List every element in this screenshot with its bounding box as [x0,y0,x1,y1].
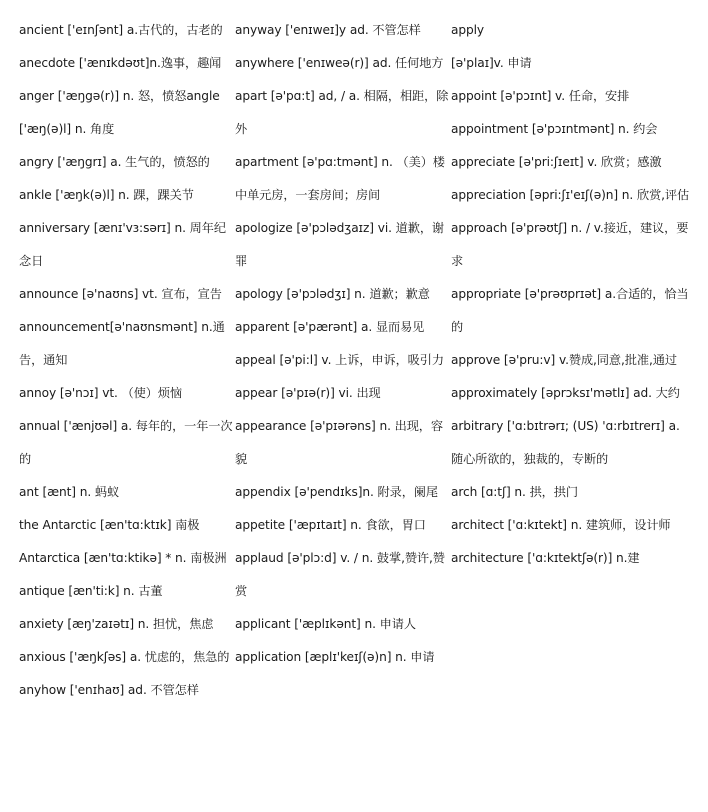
column-1 [19,14,235,707]
entry-anecdote: anecdote ['ænɪkdəʊt]n.逸事，趣闻 [19,56,222,70]
entry-anywhere: anywhere ['enɪweə(r)] ad. 任何地方 [235,56,444,70]
column-3 [451,14,695,707]
entry-antarctica: Antarctica [æn'tɑ:ktikə] * n. 南极洲 [19,551,227,565]
entry-apply-definition: [ə'plaɪ]v. 申请 [451,56,532,70]
entry-anniversary: anniversary [ænɪ'vɜ:sərɪ] n. 周年纪念日 [19,221,226,268]
entry-applicant: applicant ['æplɪkənt] n. 申请人 [235,617,416,631]
entry-apartment: apartment [ə'pɑ:tmənt] n. （美）楼中单元房，一套房间；房间 [235,155,445,202]
entry-architecture: architecture ['ɑ:kɪtektʃə(r)] n.建 [451,551,640,565]
entry-applaud: applaud [ə'plɔ:d] v. / n. 鼓掌,赞许,赞赏 [235,551,445,598]
entry-ancient: ancient ['eɪnʃənt] a.古代的，古老的 [19,23,223,37]
entry-appearance: appearance [ə'pɪərəns] n. 出现，容貌 [235,419,443,466]
entry-appropriate: appropriate [ə'prəʊprɪət] a.合适的，恰当的 [451,287,689,334]
entry-architect: architect ['ɑ:kɪtekt] n. 建筑师，设计师 [451,518,671,532]
entry-approve: approve [ə'pru:v] v.赞成,同意,批准,通过 [451,353,677,367]
entry-the-antarctic: the Antarctic [æn'tɑ:ktɪk] 南极 [19,518,200,532]
entry-appreciate: appreciate [ə'pri:ʃɪeɪt] v. 欣赏；感激 [451,155,662,169]
entry-apparent: apparent [ə'pærənt] a. 显而易见 [235,320,425,334]
entry-arbitrary: arbitrary ['ɑ:bɪtrərɪ; (US) 'ɑ:rbɪtrerɪ] a. 随心所欲的，独裁的，专断的 [451,419,680,466]
entry-annoy: annoy [ə'nɔɪ] vt. （使）烦恼 [19,386,183,400]
entry-appendix: appendix [ə'pendɪks]n. 附录，阑尾 [235,485,438,499]
entry-ant: ant [ænt] n. 蚂蚁 [19,485,120,499]
entry-apologize: apologize [ə'pɔlədʒaɪz] vi. 道歉，谢罪 [235,221,445,268]
entry-anxiety: anxiety [æŋ'zaɪətɪ] n. 担忧，焦虑 [19,617,214,631]
entry-antique: antique [æn'ti:k] n. 古董 [19,584,163,598]
entry-announce: announce [ə'naʊns] vt. 宣布，宣告 [19,287,222,301]
entry-apart: apart [ə'pɑ:t] ad, / a. 相隔，相距，除外 [235,89,449,136]
entry-anger-angle: anger ['æŋgə(r)] n. 怒，愤怒angle ['æŋ(ə)l] n. 角度 [19,89,220,136]
entry-approximately: approximately [əprɔksɪ'mətlɪ] ad. 大约 [451,386,680,400]
entry-angry: angry ['æŋgrɪ] a. 生气的，愤怒的 [19,155,210,169]
entry-appeal: appeal [ə'pi:l] v. 上诉，申诉，吸引力 [235,353,444,367]
entry-annual: annual ['ænjʊəl] a. 每年的，一年一次的 [19,419,233,466]
entry-announcement: announcement[ə'naʊnsmənt] n.通告，通知 [19,320,225,367]
entry-apply: apply [451,23,485,37]
entry-approach: approach [ə'prəʊtʃ] n. / v.接近，建议，要求 [451,221,689,268]
entry-ankle: ankle ['æŋk(ə)l] n. 踝，踝关节 [19,188,194,202]
entry-appetite: appetite ['æpɪtaɪt] n. 食欲，胃口 [235,518,426,532]
entry-anyhow: anyhow ['enɪhaʊ] ad. 不管怎样 [19,683,199,697]
entry-appreciation: appreciation [əpri:ʃɪ'eɪʃ(ə)n] n. 欣赏,评估 [451,188,690,202]
entry-application: application [æplɪ'keɪʃ(ə)n] n. 申请 [235,650,435,664]
entry-apology: apology [ə'pɔlədʒɪ] n. 道歉；歉意 [235,287,430,301]
entry-arch: arch [ɑ:tʃ] n. 拱，拱门 [451,485,578,499]
vocabulary-page [19,14,695,707]
entry-anxious: anxious ['æŋkʃəs] a. 忧虑的，焦急的 [19,650,230,664]
entry-appoint: appoint [ə'pɔɪnt] v. 任命，安排 [451,89,630,103]
entry-appointment: appointment [ə'pɔɪntmənt] n. 约会 [451,122,658,136]
entry-appear: appear [ə'pɪə(r)] vi. 出现 [235,386,381,400]
column-2 [235,14,451,707]
entry-anyway: anyway ['enɪweɪ]y ad. 不管怎样 [235,23,421,37]
